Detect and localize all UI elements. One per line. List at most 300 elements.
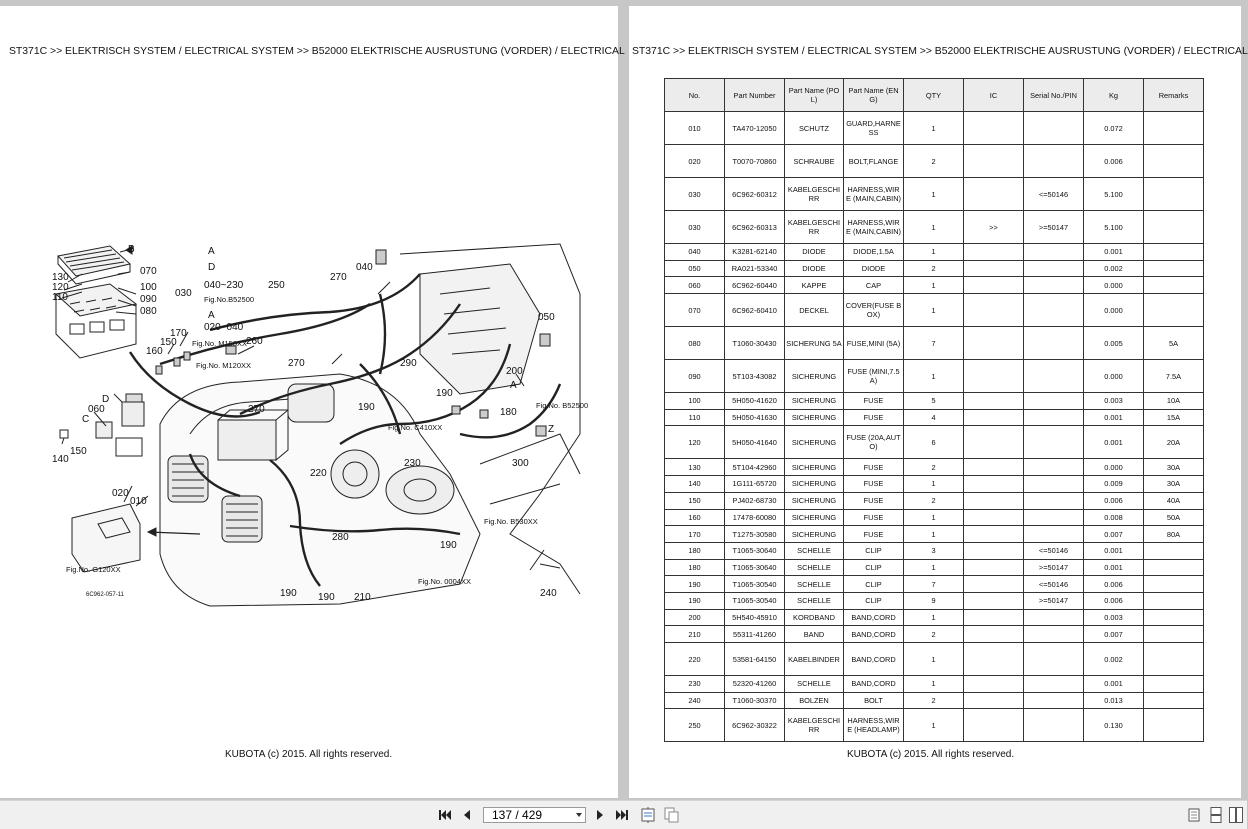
table-cell: 020 (665, 145, 725, 178)
page-indicator: 137 / 429 (492, 808, 543, 822)
table-cell (1024, 409, 1084, 426)
page-number-select[interactable] (483, 807, 586, 823)
table-cell: CLIP (844, 542, 904, 559)
table-cell: 040 (665, 244, 725, 261)
table-cell: T1065-30640 (725, 559, 785, 576)
table-cell: 0.072 (1084, 112, 1144, 145)
table-cell: 1 (904, 360, 964, 393)
page-footer: KUBOTA (c) 2015. All rights reserved. (847, 749, 1015, 760)
callout-label: 270 (248, 404, 265, 415)
callout-label: 160 (146, 346, 163, 357)
callout-label: 150 (70, 446, 87, 457)
callout-label: 040 (356, 262, 373, 273)
table-cell: SICHERUNG (785, 492, 844, 509)
table-cell: 1 (904, 476, 964, 493)
callout-label: Z (548, 424, 555, 435)
table-cell: 17478-60080 (725, 509, 785, 526)
facing-view-icon[interactable] (1228, 807, 1244, 823)
callout-label: 260 (246, 336, 263, 347)
table-cell (1144, 244, 1204, 261)
table-cell (1024, 426, 1084, 459)
page-header: ST371C >> ELEKTRISCH SYSTEM / ELECTRICAL SYSTEM >> B52000 ELEKTRISCHE AUSRUSTUNG (VORDER) / ELECTRICAL (9, 46, 625, 57)
table-cell: BOLT,FLANGE (844, 145, 904, 178)
table-cell: 1 (904, 643, 964, 676)
table-cell: 0.007 (1084, 526, 1144, 543)
table-cell: 1 (904, 709, 964, 742)
table-cell: 130 (665, 459, 725, 476)
table-cell: FUSE (844, 509, 904, 526)
table-cell: 0.000 (1084, 277, 1144, 294)
table-cell (1024, 112, 1084, 145)
table-cell: 2 (904, 492, 964, 509)
table-cell: 0.003 (1084, 609, 1144, 626)
table-cell: HARNESS,WIRE (MAIN,CABIN) (844, 211, 904, 244)
table-cell: T0070-70860 (725, 145, 785, 178)
table-cell: 030 (665, 211, 725, 244)
callout-label: 040~230 (204, 280, 244, 291)
table-cell (964, 626, 1024, 643)
table-cell: 100 (665, 393, 725, 410)
table-cell (1024, 145, 1084, 178)
table-cell: 0.013 (1084, 692, 1144, 709)
table-cell (1144, 643, 1204, 676)
table-cell: 6 (904, 426, 964, 459)
table-cell (964, 476, 1024, 493)
callout-label: 300 (512, 458, 529, 469)
table-cell: 010 (665, 112, 725, 145)
callout-label: 110 (52, 292, 68, 303)
table-cell (1144, 260, 1204, 277)
callout-label: B (128, 244, 135, 255)
callout-label: A (208, 246, 215, 257)
callout-label: 070 (140, 266, 157, 277)
table-cell: SICHERUNG (785, 393, 844, 410)
table-row (665, 576, 1204, 593)
table-cell (1024, 692, 1084, 709)
continuous-view-icon[interactable] (1208, 807, 1224, 823)
table-cell: >=50147 (1024, 592, 1084, 609)
table-cell: 0.006 (1084, 492, 1144, 509)
table-row (665, 559, 1204, 576)
callout-label: 190 (318, 592, 335, 603)
table-row (665, 526, 1204, 543)
callout-label: D (208, 262, 216, 273)
table-cell: 6C962-60312 (725, 178, 785, 211)
table-cell: FUSE,MINI (5A) (844, 327, 904, 360)
table-cell: 53581-64150 (725, 643, 785, 676)
table-cell: 050 (665, 260, 725, 277)
table-cell: FUSE (844, 409, 904, 426)
table-cell: SCHELLE (785, 592, 844, 609)
callout-label: D (102, 394, 110, 405)
table-cell: BOLZEN (785, 692, 844, 709)
table-cell: 160 (665, 509, 725, 526)
table-row (665, 112, 1204, 145)
callout-label: 270 (288, 358, 305, 369)
table-cell: 1 (904, 211, 964, 244)
table-cell: 110 (665, 409, 725, 426)
table-cell: 1 (904, 178, 964, 211)
table-cell (1144, 576, 1204, 593)
callout-label: 120 (52, 282, 69, 293)
table-cell: SICHERUNG 5A (785, 327, 844, 360)
table-cell (964, 327, 1024, 360)
table-cell: 52320-41260 (725, 676, 785, 693)
table-cell (1024, 459, 1084, 476)
table-cell: 0.008 (1084, 509, 1144, 526)
table-cell (964, 145, 1024, 178)
table-cell: 1 (904, 244, 964, 261)
table-cell: 5H050-41640 (725, 426, 785, 459)
table-cell: 6C962-60440 (725, 277, 785, 294)
callout-label: A (208, 310, 215, 321)
table-cell (964, 526, 1024, 543)
page-footer: KUBOTA (c) 2015. All rights reserved. (225, 749, 393, 760)
table-cell: 10A (1144, 393, 1204, 410)
table-cell: BAND,CORD (844, 643, 904, 676)
table-cell: K3281-62140 (725, 244, 785, 261)
table-cell: 4 (904, 409, 964, 426)
table-cell: 2 (904, 459, 964, 476)
callout-label: 270 (330, 272, 347, 283)
table-cell: 1 (904, 609, 964, 626)
table-cell: 30A (1144, 459, 1204, 476)
table-cell (964, 294, 1024, 327)
table-row (665, 244, 1204, 261)
callout-label: 290 (400, 358, 417, 369)
table-cell: SICHERUNG (785, 509, 844, 526)
table-cell: 0.001 (1084, 244, 1144, 261)
table-cell: BAND,CORD (844, 626, 904, 643)
callout-label: 280 (332, 532, 349, 543)
fig-reference: Fig.No. C410XX (388, 423, 443, 432)
table-cell (1024, 260, 1084, 277)
table-cell (1024, 393, 1084, 410)
table-cell (1144, 692, 1204, 709)
table-cell: 2 (904, 260, 964, 277)
table-cell: 50A (1144, 509, 1204, 526)
table-cell: 3 (904, 542, 964, 559)
table-cell (1024, 492, 1084, 509)
table-cell (964, 609, 1024, 626)
table-cell: SCHELLE (785, 542, 844, 559)
table-cell: 190 (665, 592, 725, 609)
table-cell (1144, 626, 1204, 643)
drawing-code: 6C962-057-11 (86, 592, 124, 598)
callout-label: 200 (506, 366, 523, 377)
table-row (665, 426, 1204, 459)
table-cell: 0.006 (1084, 592, 1144, 609)
callout-label: A (510, 380, 517, 391)
table-cell (1144, 294, 1204, 327)
table-cell (1024, 609, 1084, 626)
table-cell: SCHELLE (785, 676, 844, 693)
table-cell: 190 (665, 576, 725, 593)
table-cell: T1065-30540 (725, 592, 785, 609)
table-cell: 9 (904, 592, 964, 609)
table-row (665, 492, 1204, 509)
table-cell: SICHERUNG (785, 459, 844, 476)
table-cell: 250 (665, 709, 725, 742)
table-row (665, 294, 1204, 327)
column-header: Part Number (725, 79, 785, 112)
table-row (665, 476, 1204, 493)
table-cell: SICHERUNG (785, 426, 844, 459)
callout-label: 030 (175, 288, 192, 299)
last-page-icon[interactable] (614, 807, 630, 823)
callout-label: 010 (130, 496, 147, 507)
table-cell: 30A (1144, 476, 1204, 493)
table-cell: 6C962-60410 (725, 294, 785, 327)
callout-label: 100 (140, 282, 157, 293)
table-cell: SICHERUNG (785, 409, 844, 426)
table-cell: FUSE (844, 393, 904, 410)
table-cell: 6C962-30322 (725, 709, 785, 742)
column-header: QTY (904, 79, 964, 112)
table-cell: 070 (665, 294, 725, 327)
table-cell (964, 643, 1024, 676)
viewer-toolbar (0, 800, 1247, 829)
fig-reference: Fig.No. M150XX (192, 339, 248, 348)
table-cell: 5H050-41630 (725, 409, 785, 426)
next-page-icon[interactable] (592, 807, 608, 823)
table-cell: 150 (665, 492, 725, 509)
table-cell: T1065-30640 (725, 542, 785, 559)
table-cell: DIODE (844, 260, 904, 277)
table-cell: 40A (1144, 492, 1204, 509)
table-row (665, 709, 1204, 742)
table-cell: 5 (904, 393, 964, 410)
parts-table (664, 78, 1204, 742)
callout-label: 080 (140, 306, 157, 317)
table-cell: >=50147 (1024, 559, 1084, 576)
table-cell (1144, 542, 1204, 559)
table-cell: 120 (665, 426, 725, 459)
callout-label: 180 (500, 407, 517, 418)
table-cell: COVER(FUSE BOX) (844, 294, 904, 327)
table-cell: FUSE (MINI,7.5A) (844, 360, 904, 393)
table-row (665, 145, 1204, 178)
table-cell: 220 (665, 643, 725, 676)
table-cell: GUARD,HARNESS (844, 112, 904, 145)
callout-label: 130 (52, 272, 69, 283)
table-row (665, 626, 1204, 643)
table-cell: 200 (665, 609, 725, 626)
callout-label: 050 (538, 312, 555, 323)
callout-label: 150 (160, 337, 177, 348)
fig-reference: Fig.No. 0004XX (418, 577, 471, 586)
fig-reference: Fig.No. B530XX (484, 517, 538, 526)
table-cell: CAP (844, 277, 904, 294)
left-page (0, 6, 625, 798)
table-cell (964, 492, 1024, 509)
table-cell: FUSE (844, 459, 904, 476)
table-cell: KORDBAND (785, 609, 844, 626)
table-cell: 030 (665, 178, 725, 211)
fit-page-icon[interactable] (640, 807, 656, 823)
table-cell: >=50147 (1024, 211, 1084, 244)
table-cell: SCHELLE (785, 559, 844, 576)
right-page (629, 6, 1248, 798)
table-cell: 1 (904, 509, 964, 526)
table-cell (1144, 592, 1204, 609)
table-cell: 240 (665, 692, 725, 709)
table-cell (1144, 211, 1204, 244)
table-row (665, 542, 1204, 559)
fig-reference: Fig.No. G120XX (66, 565, 121, 574)
table-cell (964, 277, 1024, 294)
table-cell: 0.006 (1084, 576, 1144, 593)
table-cell (1024, 709, 1084, 742)
table-cell: 5H540-45910 (725, 609, 785, 626)
table-row (665, 211, 1204, 244)
fig-reference: Fig.No.B52500 (204, 295, 255, 304)
table-cell: 15A (1144, 409, 1204, 426)
callout-label: 190 (280, 588, 297, 599)
table-cell (1144, 277, 1204, 294)
table-cell: 5T104-42960 (725, 459, 785, 476)
table-cell (964, 559, 1024, 576)
column-header: Remarks (1144, 79, 1204, 112)
table-cell: 5T103-43082 (725, 360, 785, 393)
table-cell: FUSE (20A,AUTO) (844, 426, 904, 459)
table-cell: <=50146 (1024, 576, 1084, 593)
table-cell: BOLT (844, 692, 904, 709)
column-header: IC (964, 79, 1024, 112)
table-cell: SICHERUNG (785, 360, 844, 393)
table-cell: 170 (665, 526, 725, 543)
table-cell: DIODE (785, 260, 844, 277)
table-cell: 6C962-60313 (725, 211, 785, 244)
column-header: Part Name (ENG) (844, 79, 904, 112)
table-cell: 1 (904, 559, 964, 576)
table-cell: PJ402-68730 (725, 492, 785, 509)
table-cell: BAND,CORD (844, 609, 904, 626)
table-cell: BAND,CORD (844, 676, 904, 693)
table-cell (1144, 178, 1204, 211)
table-row (665, 643, 1204, 676)
column-header: Part Name (POL) (785, 79, 844, 112)
table-cell: 1G111-65720 (725, 476, 785, 493)
table-cell (964, 409, 1024, 426)
table-cell: SICHERUNG (785, 476, 844, 493)
two-page-icon[interactable] (663, 807, 679, 823)
table-cell: 5.100 (1084, 178, 1144, 211)
callout-label: 060 (88, 404, 105, 415)
callout-label: 250 (268, 280, 285, 291)
table-cell: 2 (904, 626, 964, 643)
table-cell: KABELBINDER (785, 643, 844, 676)
callout-label: 230 (404, 458, 421, 469)
table-cell: 180 (665, 542, 725, 559)
table-cell: 140 (665, 476, 725, 493)
table-cell: 55311-41260 (725, 626, 785, 643)
table-cell (964, 360, 1024, 393)
table-cell (964, 509, 1024, 526)
table-cell (1024, 244, 1084, 261)
table-cell: SCHELLE (785, 576, 844, 593)
table-cell: KAPPE (785, 277, 844, 294)
table-cell: 0.009 (1084, 476, 1144, 493)
table-cell (964, 459, 1024, 476)
table-cell: CLIP (844, 576, 904, 593)
table-cell: FUSE (844, 492, 904, 509)
callout-label: 210 (354, 592, 371, 603)
table-cell (964, 426, 1024, 459)
callout-label: 090 (140, 294, 157, 305)
table-row (665, 692, 1204, 709)
prev-page-icon[interactable] (459, 807, 475, 823)
table-cell: SICHERUNG (785, 526, 844, 543)
table-cell: 0.002 (1084, 260, 1144, 277)
table-row (665, 676, 1204, 693)
table-cell: 1 (904, 277, 964, 294)
table-cell: KABELGESCHIRR (785, 178, 844, 211)
table-cell: TA470-12050 (725, 112, 785, 145)
table-cell (1024, 360, 1084, 393)
page-header: ST371C >> ELEKTRISCH SYSTEM / ELECTRICAL SYSTEM >> B52000 ELEKTRISCHE AUSRUSTUNG (VORDER) / ELECTRICAL (632, 46, 1248, 57)
table-cell: 7.5A (1144, 360, 1204, 393)
table-cell: KABELGESCHIRR (785, 709, 844, 742)
table-cell: DECKEL (785, 294, 844, 327)
table-cell: 2 (904, 692, 964, 709)
table-row (665, 360, 1204, 393)
first-page-icon[interactable] (437, 807, 453, 823)
table-row (665, 409, 1204, 426)
table-cell: 5A (1144, 327, 1204, 360)
callout-label: 020~040 (204, 322, 244, 333)
table-cell (964, 709, 1024, 742)
table-cell: 0.130 (1084, 709, 1144, 742)
table-cell: HARNESS,WIRE (MAIN,CABIN) (844, 178, 904, 211)
callout-label: 190 (436, 388, 453, 399)
column-header: Serial No./PIN (1024, 79, 1084, 112)
table-cell (964, 576, 1024, 593)
column-header: Kg (1084, 79, 1144, 112)
table-cell (964, 393, 1024, 410)
table-row (665, 509, 1204, 526)
table-cell (1144, 145, 1204, 178)
table-cell (1144, 676, 1204, 693)
table-cell (1144, 112, 1204, 145)
table-cell: 1 (904, 294, 964, 327)
table-cell (964, 112, 1024, 145)
table-cell (1024, 676, 1084, 693)
table-cell (1024, 626, 1084, 643)
table-cell: 7 (904, 576, 964, 593)
callout-label: 140 (52, 454, 69, 465)
table-cell: 060 (665, 277, 725, 294)
column-header: No. (665, 79, 725, 112)
table-cell: 0.002 (1084, 643, 1144, 676)
callout-label: C (82, 414, 90, 425)
table-cell (964, 676, 1024, 693)
callout-label: 170 (170, 328, 187, 339)
single-page-view-icon[interactable] (1186, 807, 1202, 823)
fig-reference: Fig.No. M120XX (196, 361, 252, 370)
table-cell (964, 592, 1024, 609)
table-cell: 5.100 (1084, 211, 1144, 244)
table-cell (1144, 709, 1204, 742)
chevron-down-icon (576, 813, 582, 817)
table-cell: 0.001 (1084, 426, 1144, 459)
table-cell (1144, 559, 1204, 576)
table-cell: 0.000 (1084, 459, 1144, 476)
table-cell: 0.005 (1084, 327, 1144, 360)
table-row (665, 459, 1204, 476)
table-cell: 0.001 (1084, 676, 1144, 693)
table-cell: HARNESS,WIRE (HEADLAMP) (844, 709, 904, 742)
